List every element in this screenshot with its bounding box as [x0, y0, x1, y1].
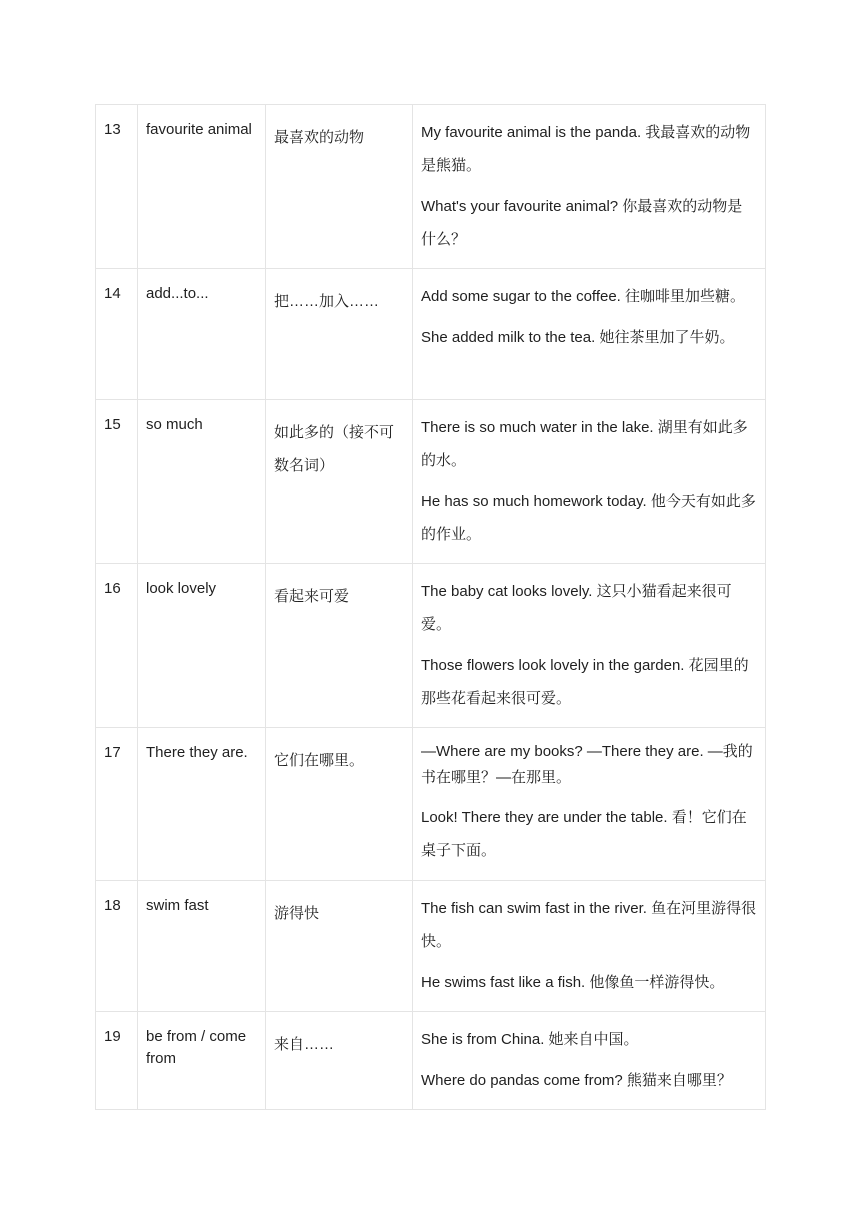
- table-row: [96, 105, 766, 269]
- table-row: [96, 269, 766, 400]
- vocabulary-table: [95, 104, 766, 1110]
- phrase-cell: swim fast: [138, 881, 266, 1012]
- example-sentence: The fish can swim fast in the river. 鱼在河里游得很快。: [421, 900, 757, 950]
- examples-cell: [413, 881, 766, 1012]
- example-sentence: The baby cat looks lovely. 这只小猫看起来很可爱。: [421, 583, 732, 633]
- phrase-cell: so much: [138, 400, 266, 564]
- phrase-cell: add...to...: [138, 269, 266, 400]
- meaning-cell: 把……加入……: [266, 269, 413, 400]
- table-row: [96, 1012, 766, 1110]
- example-sentence: She is from China. 她来自中国。: [421, 1031, 639, 1048]
- phrase-cell: There they are.: [138, 728, 266, 881]
- examples-cell: [413, 269, 766, 400]
- examples-cell: [413, 105, 766, 269]
- example-sentence: He has so much homework today. 他今天有如此多的作业。: [421, 493, 756, 543]
- phrase-cell: look lovely: [138, 564, 266, 728]
- example-sentence: Add some sugar to the coffee. 往咖啡里加些糖。: [421, 288, 746, 305]
- example-sentence: She added milk to the tea. 她往茶里加了牛奶。: [421, 329, 735, 346]
- example-sentence: Where do pandas come from? 熊猫来自哪里？: [421, 1072, 732, 1089]
- examples-cell: [413, 728, 766, 881]
- examples-cell: [413, 400, 766, 564]
- meaning-cell: 如此多的（接不可数名词）: [266, 400, 413, 564]
- example-sentence: —Where are my books? —There they are. —我的书在哪里？—在那里。: [421, 743, 753, 786]
- phrase-cell: favourite animal: [138, 105, 266, 269]
- table-row: [96, 564, 766, 728]
- row-number: 17: [96, 728, 138, 881]
- table-row: [96, 881, 766, 1012]
- example-sentence: Look! There they are under the table. 看！它们在桌子下面。: [421, 809, 747, 859]
- row-number: 15: [96, 400, 138, 564]
- meaning-cell: 游得快: [266, 881, 413, 1012]
- row-number: 18: [96, 881, 138, 1012]
- example-sentence: There is so much water in the lake. 湖里有如此多的水。: [421, 419, 748, 469]
- table-row: [96, 728, 766, 881]
- table-row: [96, 400, 766, 564]
- examples-cell: [413, 1012, 766, 1110]
- meaning-cell: 最喜欢的动物: [266, 105, 413, 269]
- phrase-cell: be from / come from: [138, 1012, 266, 1110]
- meaning-cell: 它们在哪里。: [266, 728, 413, 881]
- example-sentence: He swims fast like a fish. 他像鱼一样游得快。: [421, 974, 725, 991]
- example-sentence: What's your favourite animal? 你最喜欢的动物是什么？: [421, 198, 743, 248]
- row-number: 13: [96, 105, 138, 269]
- examples-cell: [413, 564, 766, 728]
- meaning-cell: 看起来可爱: [266, 564, 413, 728]
- example-sentence: My favourite animal is the panda. 我最喜欢的动物是熊猫。: [421, 124, 751, 174]
- row-number: 14: [96, 269, 138, 400]
- meaning-cell: 来自……: [266, 1012, 413, 1110]
- row-number: 16: [96, 564, 138, 728]
- example-sentence: Those flowers look lovely in the garden. 花园里的那些花看起来很可爱。: [421, 657, 749, 707]
- row-number: 19: [96, 1012, 138, 1110]
